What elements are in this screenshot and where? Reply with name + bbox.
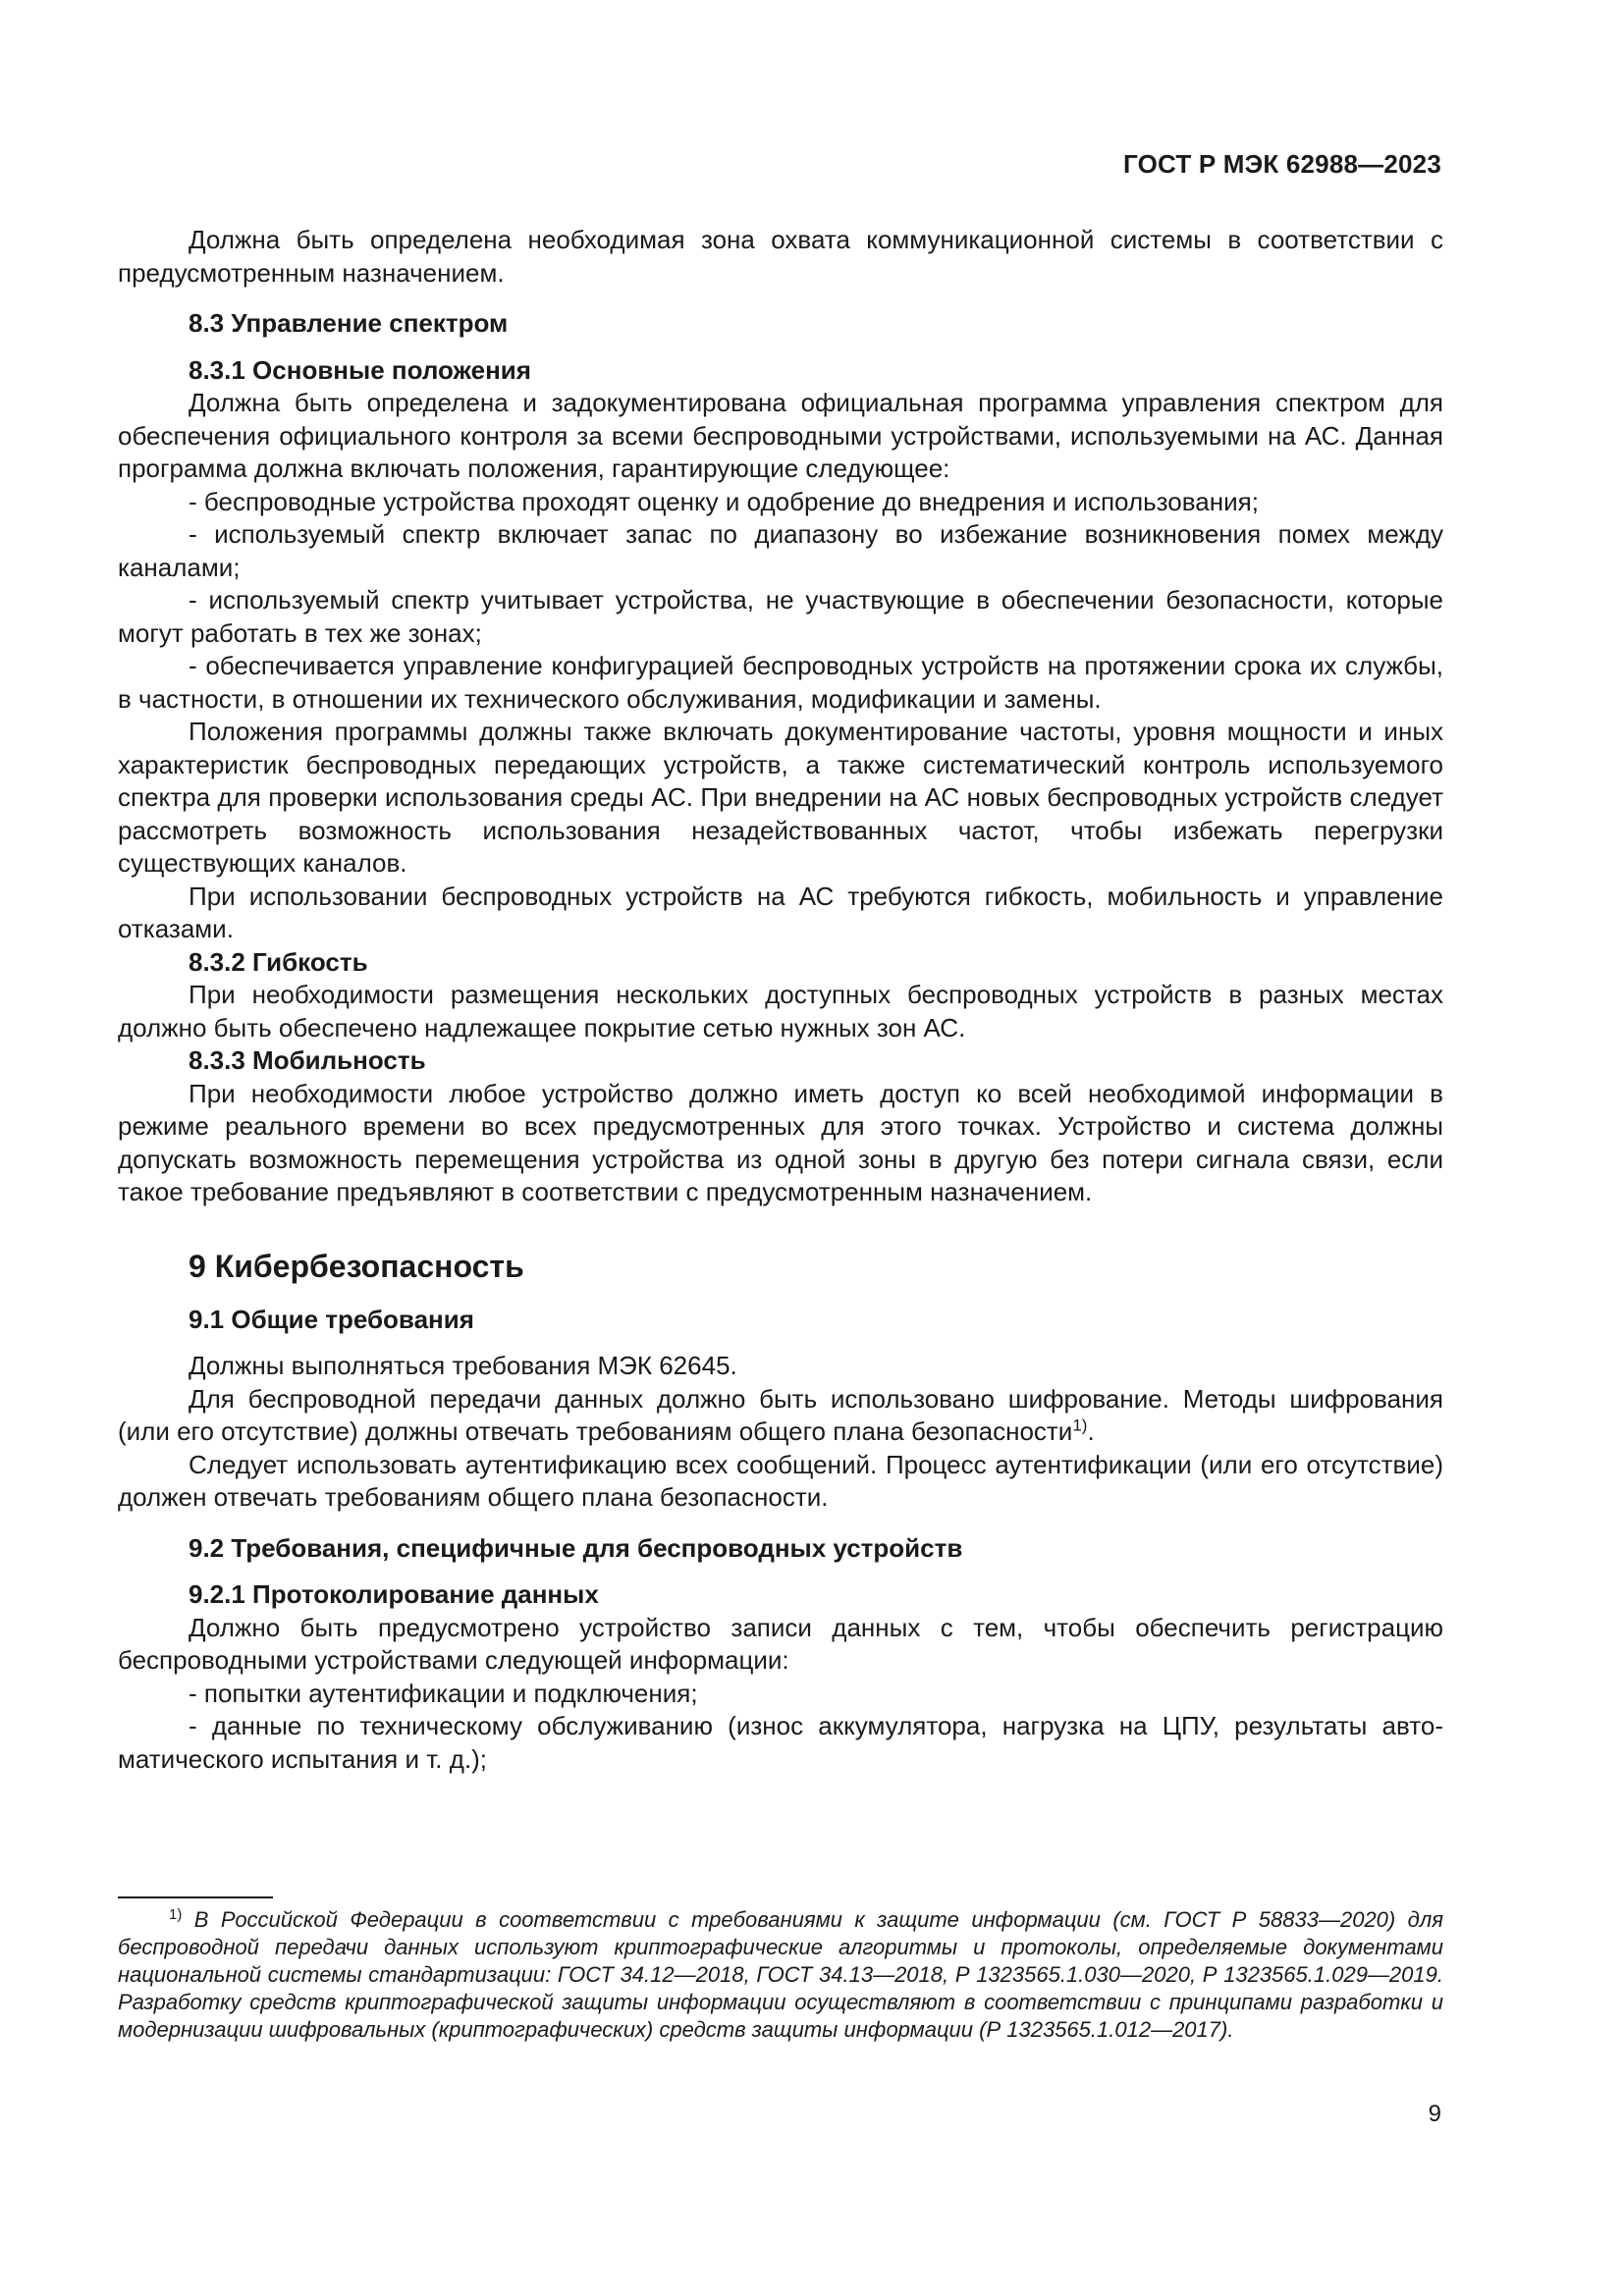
paragraph: Должны выполняться требования МЭК 62645. — [189, 1351, 737, 1380]
paragraph: При необходимости размещения нескольких доступных беспроводных устройств в разных местах должно быть обеспечено надлежащее покрытие сетью нужных зон АС. — [118, 980, 1443, 1042]
section-heading-8-3-3: 8.3.3 Мобильность — [189, 1045, 426, 1075]
section-heading-9-1: 9.1 Общие требования — [189, 1304, 474, 1334]
list-item: - беспроводные устройства проходят оценку и одобрение до внедрения и использования; — [189, 486, 1259, 516]
section-heading-9-2: 9.2 Требования, специфичные для беспроводных устройств — [189, 1532, 963, 1563]
paragraph-end: . — [1087, 1416, 1095, 1446]
section-heading-9-2-1: 9.2.1 Протоколирование данных — [189, 1579, 599, 1609]
list-item: - используемый спектр учитывает устройства, не участвующие в обеспечении безопасности, которые могут работать в тех же зонах; — [118, 585, 1443, 648]
footnote-text: В Российской Федерации в соответствии с требованиями к защите информации (см. ГОСТ Р 58833—2020) для беспроводной передачи данных используют криптографические алгоритмы и протоколы, определяемые документами национальной системы стандартизации: ГОСТ 34.12—2018, ГОСТ 34.13—2018, Р 1323565.1.030—2020, Р 1323565.1.029—2019. Разработку средств криптографической защиты информации осуществляют в соответствии с принципами разработки и модернизации шифровальных (криптографических) средств защиты информации (Р 1323565.1.012—2017). — [118, 1907, 1443, 2042]
footnote-mark: 1) — [169, 1905, 183, 1923]
list-item: - используемый спектр включает запас по диапазону во избежание возникновения помех между каналами; — [118, 519, 1443, 582]
chapter-heading-9: 9 Кибербезопасность — [189, 1248, 524, 1284]
footnote-divider — [118, 1896, 273, 1898]
paragraph-text: Для беспроводной передачи данных должно быть использовано шифрование. Методы шифрования (или его отсутствие) должны отвечать требованиям общего плана безопасности — [118, 1383, 1443, 1446]
paragraph: Должно быть предусмотрено устройство записи данных с тем, чтобы обеспечить регистрацию беспроводными устройствами следующей информации: — [118, 1612, 1443, 1675]
paragraph: Следует использовать аутентификацию всех сообщений. Процесс аутентификации (или его отсутствие) должен отвечать требованиям общего плана безопасности. — [118, 1449, 1443, 1512]
footnote — [118, 1906, 1443, 2044]
paragraph: Должна быть определена и задокументирована официальная программа управления спектром для обеспечения официального контроля за всеми беспроводными устройствами, используемыми на АС. Данная программа должна включать положения, гарантирующие следующее: — [118, 388, 1443, 483]
paragraph: Должна быть определена необходимая зона охвата коммуникационной системы в соответствии с предусмотренным назначением. — [118, 225, 1443, 288]
page-number: 9 — [1428, 2101, 1441, 2127]
list-item: - попытки аутентификации и подключения; — [189, 1678, 698, 1708]
list-item: - данные по техническому обслуживанию (износ аккумулятора, нагрузка на ЦПУ, результаты автоматического испытания и т. д.); — [118, 1711, 1443, 1774]
section-heading-8-3-1: 8.3.1 Основные положения — [189, 354, 531, 385]
paragraph: При необходимости любое устройство должно иметь доступ ко всей необходимой информации в режиме реального времени во всех предусмотренных для этого точках. Устройство и система должны допускать возможность перемещения устройства из одной зоны в другую без потери сигнала связи, если такое требование предъявляют в соответствии с предусмотренным назначением. — [118, 1078, 1443, 1206]
section-heading-8-3-2: 8.3.2 Гибкость — [189, 946, 368, 977]
footnote-reference[interactable]: 1) — [1072, 1415, 1088, 1435]
document-header: ГОСТ Р МЭК 62988—2023 — [1122, 149, 1441, 179]
document-body — [118, 224, 1443, 1776]
paragraph — [118, 1383, 1443, 1449]
section-heading-8-3: 8.3 Управление спектром — [189, 308, 509, 338]
paragraph: При использовании беспроводных устройств на АС требуются гибкость, мобильность и управление отказами. — [118, 881, 1443, 943]
paragraph: Положения программы должны также включать документирование частоты, уровня мощности и иных характеристик беспроводных передающих устройств, а также систематический контроль используемого спектра для проверки использования среды АС. При внедрении на АС новых беспроводных устройств следует рассмотреть возможность использования незадействованных частот, чтобы избежать перегрузки существующих каналов. — [118, 717, 1443, 878]
list-item: - обеспечивается управление конфигурацией беспроводных устройств на протяжении срока их службы, в частности, в отношении их технического обслуживания, модификации и замены. — [118, 651, 1443, 714]
